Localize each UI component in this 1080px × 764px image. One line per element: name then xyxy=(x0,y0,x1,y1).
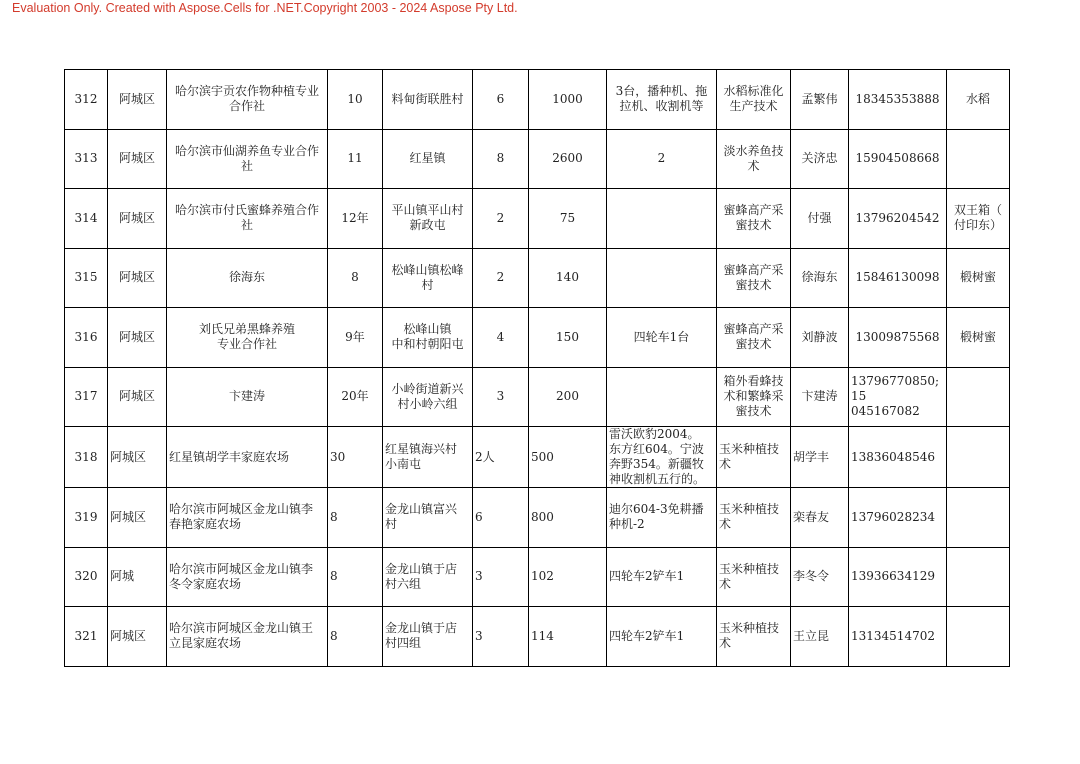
contact-cell: 徐海东 xyxy=(791,248,849,308)
machinery-cell: 四轮车2铲车1 xyxy=(607,607,717,667)
name-cell: 卞建涛 xyxy=(167,367,328,427)
product-cell xyxy=(947,129,1010,189)
scale-cell: 2600 xyxy=(529,129,607,189)
contact-cell: 关济忠 xyxy=(791,129,849,189)
table-row xyxy=(65,367,1010,427)
table-row xyxy=(65,427,1010,488)
product-cell: 椴树蜜 xyxy=(947,248,1010,308)
people-cell: 3 xyxy=(473,547,529,607)
product-cell: 双王箱（ 付印东） xyxy=(947,189,1010,249)
district-cell: 阿城 xyxy=(108,547,167,607)
technology-cell: 淡水养鱼技 术 xyxy=(717,129,791,189)
data-table xyxy=(64,69,1010,667)
address-cell: 金龙山镇于店 村六组 xyxy=(383,547,473,607)
contact-cell: 栾春友 xyxy=(791,488,849,548)
table-row xyxy=(65,308,1010,368)
scale-cell: 75 xyxy=(529,189,607,249)
name-cell: 哈尔滨市仙湖养鱼专业合作 社 xyxy=(167,129,328,189)
machinery-cell: 迪尔604-3免耕播 种机-2 xyxy=(607,488,717,548)
phone-cell: 15846130098 xyxy=(849,248,947,308)
row-number-cell: 316 xyxy=(65,308,108,368)
contact-cell: 李冬令 xyxy=(791,547,849,607)
table-row xyxy=(65,607,1010,667)
years-cell: 8 xyxy=(328,607,383,667)
phone-cell: 18345353888 xyxy=(849,70,947,130)
people-cell: 2 xyxy=(473,248,529,308)
contact-cell: 王立昆 xyxy=(791,607,849,667)
row-number-cell: 320 xyxy=(65,547,108,607)
technology-cell: 箱外看蜂技 术和繁蜂采 蜜技术 xyxy=(717,367,791,427)
scale-cell: 102 xyxy=(529,547,607,607)
machinery-cell xyxy=(607,189,717,249)
contact-cell: 孟繁伟 xyxy=(791,70,849,130)
years-cell: 30 xyxy=(328,427,383,488)
scale-cell: 140 xyxy=(529,248,607,308)
scale-cell: 114 xyxy=(529,607,607,667)
row-number-cell: 314 xyxy=(65,189,108,249)
name-cell: 刘氏兄弟黑蜂养殖 专业合作社 xyxy=(167,308,328,368)
technology-cell: 玉米种植技 术 xyxy=(717,488,791,548)
name-cell: 徐海东 xyxy=(167,248,328,308)
technology-cell: 玉米种植技 术 xyxy=(717,427,791,488)
contact-cell: 胡学丰 xyxy=(791,427,849,488)
address-cell: 平山镇平山村 新政屯 xyxy=(383,189,473,249)
technology-cell: 玉米种植技 术 xyxy=(717,547,791,607)
technology-cell: 蜜蜂高产采 蜜技术 xyxy=(717,308,791,368)
name-cell: 哈尔滨市阿城区金龙山镇李 冬令家庭农场 xyxy=(167,547,328,607)
row-number-cell: 318 xyxy=(65,427,108,488)
technology-cell: 玉米种植技 术 xyxy=(717,607,791,667)
phone-cell: 13936634129 xyxy=(849,547,947,607)
people-cell: 4 xyxy=(473,308,529,368)
phone-cell: 13796770850;15 045167082 xyxy=(849,367,947,427)
address-cell: 金龙山镇富兴 村 xyxy=(383,488,473,548)
contact-cell: 付强 xyxy=(791,189,849,249)
machinery-cell: 3台，播种机、拖 拉机、收割机等 xyxy=(607,70,717,130)
address-cell: 松峰山镇 中和村朝阳屯 xyxy=(383,308,473,368)
district-cell: 阿城区 xyxy=(108,70,167,130)
row-number-cell: 312 xyxy=(65,70,108,130)
district-cell: 阿城区 xyxy=(108,367,167,427)
years-cell: 8 xyxy=(328,547,383,607)
address-cell: 松峰山镇松峰 村 xyxy=(383,248,473,308)
name-cell: 哈尔滨市阿城区金龙山镇王 立昆家庭农场 xyxy=(167,607,328,667)
row-number-cell: 317 xyxy=(65,367,108,427)
people-cell: 3 xyxy=(473,367,529,427)
scale-cell: 500 xyxy=(529,427,607,488)
machinery-cell: 四轮车2铲车1 xyxy=(607,547,717,607)
machinery-cell: 雷沃欧豹2004。 东方红604。宁波 奔野354。新疆牧 神收割机五行的。 xyxy=(607,427,717,488)
row-number-cell: 319 xyxy=(65,488,108,548)
phone-cell: 13796204542 xyxy=(849,189,947,249)
table-row xyxy=(65,189,1010,249)
years-cell: 11 xyxy=(328,129,383,189)
product-cell xyxy=(947,607,1010,667)
technology-cell: 蜜蜂高产采 蜜技术 xyxy=(717,248,791,308)
row-number-cell: 321 xyxy=(65,607,108,667)
scale-cell: 200 xyxy=(529,367,607,427)
machinery-cell: 四轮车1台 xyxy=(607,308,717,368)
years-cell: 12年 xyxy=(328,189,383,249)
years-cell: 8 xyxy=(328,248,383,308)
address-cell: 红星镇 xyxy=(383,129,473,189)
name-cell: 哈尔滨市付氏蜜蜂养殖合作 社 xyxy=(167,189,328,249)
years-cell: 9年 xyxy=(328,308,383,368)
name-cell: 哈尔滨市阿城区金龙山镇李 春艳家庭农场 xyxy=(167,488,328,548)
address-cell: 料甸街联胜村 xyxy=(383,70,473,130)
technology-cell: 水稻标准化 生产技术 xyxy=(717,70,791,130)
people-cell: 6 xyxy=(473,488,529,548)
product-cell xyxy=(947,367,1010,427)
scale-cell: 1000 xyxy=(529,70,607,130)
machinery-cell xyxy=(607,367,717,427)
district-cell: 阿城区 xyxy=(108,607,167,667)
phone-cell: 13134514702 xyxy=(849,607,947,667)
product-cell xyxy=(947,427,1010,488)
years-cell: 10 xyxy=(328,70,383,130)
district-cell: 阿城区 xyxy=(108,308,167,368)
technology-cell: 蜜蜂高产采 蜜技术 xyxy=(717,189,791,249)
phone-cell: 15904508668 xyxy=(849,129,947,189)
address-cell: 小岭街道新兴 村小岭六组 xyxy=(383,367,473,427)
years-cell: 20年 xyxy=(328,367,383,427)
row-number-cell: 315 xyxy=(65,248,108,308)
scale-cell: 800 xyxy=(529,488,607,548)
phone-cell: 13836048546 xyxy=(849,427,947,488)
table-row xyxy=(65,129,1010,189)
contact-cell: 刘静波 xyxy=(791,308,849,368)
district-cell: 阿城区 xyxy=(108,129,167,189)
product-cell: 水稻 xyxy=(947,70,1010,130)
product-cell xyxy=(947,488,1010,548)
machinery-cell: 2 xyxy=(607,129,717,189)
table-row xyxy=(65,70,1010,130)
table-row xyxy=(65,547,1010,607)
address-cell: 红星镇海兴村 小南屯 xyxy=(383,427,473,488)
district-cell: 阿城区 xyxy=(108,248,167,308)
evaluation-watermark: Evaluation Only. Created with Aspose.Cells for .NET.Copyright 2003 - 2024 Aspose Pty Ltd. xyxy=(12,1,518,15)
row-number-cell: 313 xyxy=(65,129,108,189)
product-cell: 椴树蜜 xyxy=(947,308,1010,368)
table-row xyxy=(65,488,1010,548)
contact-cell: 卞建涛 xyxy=(791,367,849,427)
address-cell: 金龙山镇于店 村四组 xyxy=(383,607,473,667)
years-cell: 8 xyxy=(328,488,383,548)
machinery-cell xyxy=(607,248,717,308)
people-cell: 3 xyxy=(473,607,529,667)
scale-cell: 150 xyxy=(529,308,607,368)
name-cell: 哈尔滨宇贡农作物种植专业 合作社 xyxy=(167,70,328,130)
phone-cell: 13009875568 xyxy=(849,308,947,368)
product-cell xyxy=(947,547,1010,607)
phone-cell: 13796028234 xyxy=(849,488,947,548)
district-cell: 阿城区 xyxy=(108,427,167,488)
district-cell: 阿城区 xyxy=(108,189,167,249)
name-cell: 红星镇胡学丰家庭农场 xyxy=(167,427,328,488)
district-cell: 阿城区 xyxy=(108,488,167,548)
people-cell: 6 xyxy=(473,70,529,130)
people-cell: 2 xyxy=(473,189,529,249)
people-cell: 8 xyxy=(473,129,529,189)
people-cell: 2人 xyxy=(473,427,529,488)
table-row xyxy=(65,248,1010,308)
